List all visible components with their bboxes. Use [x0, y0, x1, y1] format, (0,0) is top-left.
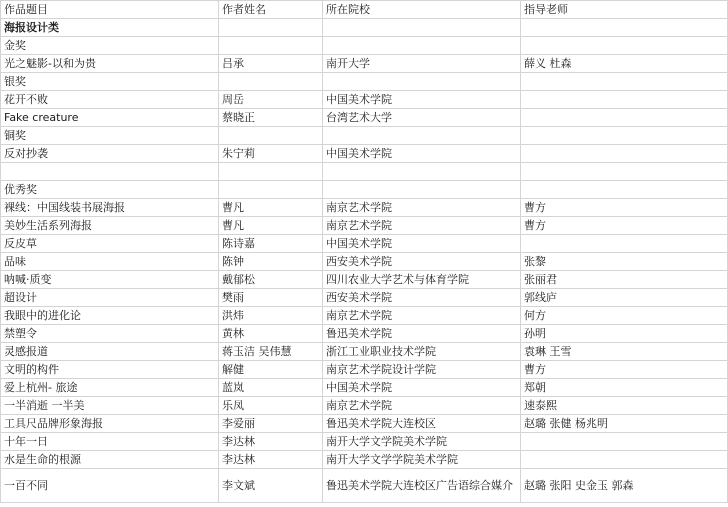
table-row [1, 91, 728, 109]
cell-school[interactable]: 中国美术学院 [323, 91, 521, 109]
cell-advisor[interactable] [521, 127, 728, 145]
cell-advisor[interactable]: 郑朝 [521, 379, 728, 397]
table-row [1, 73, 728, 91]
cell-title[interactable]: 光之魅影-以和为贵 [1, 55, 219, 73]
cell-advisor[interactable]: 张丽君 [521, 271, 728, 289]
cell-author[interactable] [219, 73, 323, 91]
cell-author[interactable]: 周岳 [219, 91, 323, 109]
table-row [1, 433, 728, 451]
cell-advisor[interactable]: 孙明 [521, 325, 728, 343]
cell-advisor[interactable] [521, 235, 728, 253]
cell-title[interactable]: 金奖 [1, 37, 219, 55]
cell-school[interactable]: 四川农业大学艺术与体育学院 [323, 271, 521, 289]
cell-author[interactable]: 蓝岚 [219, 379, 323, 397]
cell-advisor[interactable]: 赵璐 张健 杨兆明 [521, 415, 728, 433]
cell-title[interactable]: 优秀奖 [1, 181, 219, 199]
cell-advisor[interactable] [521, 451, 728, 469]
cell-author[interactable] [219, 19, 323, 37]
cell-school[interactable] [323, 19, 521, 37]
table-row [1, 271, 728, 289]
cell-author[interactable] [219, 163, 323, 181]
cell-advisor[interactable] [521, 181, 728, 199]
cell-author[interactable] [219, 37, 323, 55]
cell-school[interactable]: 鲁迅美术学院大连校区广告语综合媒介 [323, 469, 521, 503]
cell-advisor[interactable] [521, 145, 728, 163]
cell-title[interactable]: 一百不同 [1, 469, 219, 503]
cell-title[interactable]: 海报设计类 [1, 19, 219, 37]
cell-title[interactable]: 爱上杭州- 旅途 [1, 379, 219, 397]
cell-title[interactable]: 工具尺品牌形象海报 [1, 415, 219, 433]
table-row [1, 163, 728, 181]
cell-title[interactable]: 水是生命的根源 [1, 451, 219, 469]
cell-school[interactable]: 南开大学 [323, 55, 521, 73]
cell-advisor[interactable]: 薛义 杜森 [521, 55, 728, 73]
cell-author[interactable]: 吕承 [219, 55, 323, 73]
cell-school[interactable]: 西安美术学院 [323, 253, 521, 271]
cell-author[interactable]: 黄林 [219, 325, 323, 343]
cell-school[interactable]: 南开大学文学学院美术学院 [323, 451, 521, 469]
cell-school[interactable] [323, 37, 521, 55]
cell-school[interactable]: 西安美术学院 [323, 289, 521, 307]
cell-author[interactable]: 陈钟 [219, 253, 323, 271]
cell-title[interactable]: 银奖 [1, 73, 219, 91]
cell-advisor[interactable]: 曹方 [521, 199, 728, 217]
table-row [1, 37, 728, 55]
cell-school[interactable]: 台湾艺术大学 [323, 109, 521, 127]
cell-title[interactable]: 铜奖 [1, 127, 219, 145]
cell-author[interactable] [219, 181, 323, 199]
table-row [1, 289, 728, 307]
table-row [1, 55, 728, 73]
cell-school[interactable]: 南京艺术学院 [323, 217, 521, 235]
table-row [1, 361, 728, 379]
cell-advisor[interactable]: 郭线庐 [521, 289, 728, 307]
cell-school[interactable]: 南京艺术学院 [323, 307, 521, 325]
table-row [1, 469, 728, 503]
cell-title[interactable]: 花开不败 [1, 91, 219, 109]
cell-advisor[interactable]: 何方 [521, 307, 728, 325]
cell-title[interactable]: 反皮草 [1, 235, 219, 253]
cell-school[interactable]: 南京艺术学院设计学院 [323, 361, 521, 379]
cell-title[interactable]: 裸线：中国线装书展海报 [1, 199, 219, 217]
cell-title[interactable]: Fake creature [1, 109, 219, 127]
table-row [1, 217, 728, 235]
cell-author[interactable]: 李达林 [219, 433, 323, 451]
cell-school[interactable]: 南京艺术学院 [323, 199, 521, 217]
cell-advisor[interactable]: 速泰熙 [521, 397, 728, 415]
cell-author[interactable]: 解健 [219, 361, 323, 379]
cell-title[interactable]: 一半消逝 一半美 [1, 397, 219, 415]
table-row [1, 325, 728, 343]
cell-advisor[interactable]: 袁琳 王雪 [521, 343, 728, 361]
cell-author[interactable]: 李爱丽 [219, 415, 323, 433]
cell-advisor[interactable] [521, 37, 728, 55]
cell-school[interactable]: 中国美术学院 [323, 145, 521, 163]
cell-author[interactable]: 乐凤 [219, 397, 323, 415]
cell-school[interactable]: 南开大学文学院美术学院 [323, 433, 521, 451]
cell-advisor[interactable]: 曹方 [521, 217, 728, 235]
table-row [1, 397, 728, 415]
table-row [1, 19, 728, 37]
table-row [1, 199, 728, 217]
cell-author[interactable]: 朱宁莉 [219, 145, 323, 163]
cell-author[interactable]: 陈诗嘉 [219, 235, 323, 253]
table-row [1, 145, 728, 163]
table-row [1, 343, 728, 361]
cell-school[interactable]: 中国美术学院 [323, 379, 521, 397]
cell-school[interactable]: 鲁迅美术学院 [323, 325, 521, 343]
cell-advisor[interactable] [521, 19, 728, 37]
cell-author[interactable]: 洪炜 [219, 307, 323, 325]
header-cell-title[interactable]: 作品题目 [1, 1, 219, 19]
cell-author[interactable]: 戴郁松 [219, 271, 323, 289]
table-row [1, 127, 728, 145]
cell-advisor[interactable] [521, 91, 728, 109]
header-cell-advisor[interactable]: 指导老师 [521, 1, 728, 19]
cell-advisor[interactable]: 赵璐 张阳 史金玉 郭森 [521, 469, 728, 503]
table-row [1, 451, 728, 469]
cell-title[interactable]: 呐喊·质变 [1, 271, 219, 289]
cell-author[interactable]: 樊雨 [219, 289, 323, 307]
cell-author[interactable]: 李文斌 [219, 469, 323, 503]
table-row [1, 253, 728, 271]
cell-school[interactable]: 浙江工业职业技术学院 [323, 343, 521, 361]
table-row [1, 379, 728, 397]
cell-school[interactable]: 中国美术学院 [323, 235, 521, 253]
cell-title[interactable]: 超设计 [1, 289, 219, 307]
cell-title[interactable]: 品味 [1, 253, 219, 271]
cell-advisor[interactable] [521, 73, 728, 91]
cell-title[interactable]: 我眼中的进化论 [1, 307, 219, 325]
cell-author[interactable] [219, 127, 323, 145]
cell-school[interactable] [323, 181, 521, 199]
cell-school[interactable]: 南京艺术学院 [323, 397, 521, 415]
cell-author[interactable]: 蒋玉洁 吴伟慧 [219, 343, 323, 361]
cell-author[interactable]: 李达林 [219, 451, 323, 469]
table-row [1, 181, 728, 199]
header-cell-author[interactable]: 作者姓名 [219, 1, 323, 19]
cell-title[interactable]: 反对抄袭 [1, 145, 219, 163]
cell-school[interactable] [323, 127, 521, 145]
cell-author[interactable]: 曹凡 [219, 217, 323, 235]
table-body [1, 1, 728, 503]
cell-author[interactable]: 蔡晓正 [219, 109, 323, 127]
cell-advisor[interactable]: 曹方 [521, 361, 728, 379]
cell-title[interactable]: 文明的构件 [1, 361, 219, 379]
cell-title[interactable]: 灵感报道 [1, 343, 219, 361]
table-row [1, 307, 728, 325]
cell-advisor[interactable]: 张黎 [521, 253, 728, 271]
cell-author[interactable]: 曹凡 [219, 199, 323, 217]
cell-school[interactable]: 鲁迅美术学院大连校区 [323, 415, 521, 433]
cell-title[interactable] [1, 163, 219, 181]
header-cell-school[interactable]: 所在院校 [323, 1, 521, 19]
cell-advisor[interactable] [521, 163, 728, 181]
cell-advisor[interactable] [521, 433, 728, 451]
cell-school[interactable] [323, 163, 521, 181]
header-row [1, 1, 728, 19]
table-row [1, 235, 728, 253]
cell-advisor[interactable] [521, 109, 728, 127]
table-row [1, 109, 728, 127]
table-row [1, 415, 728, 433]
cell-title[interactable]: 禁塑令 [1, 325, 219, 343]
cell-title[interactable]: 美妙生活系列海报 [1, 217, 219, 235]
cell-title[interactable]: 十年一日 [1, 433, 219, 451]
cell-school[interactable] [323, 73, 521, 91]
